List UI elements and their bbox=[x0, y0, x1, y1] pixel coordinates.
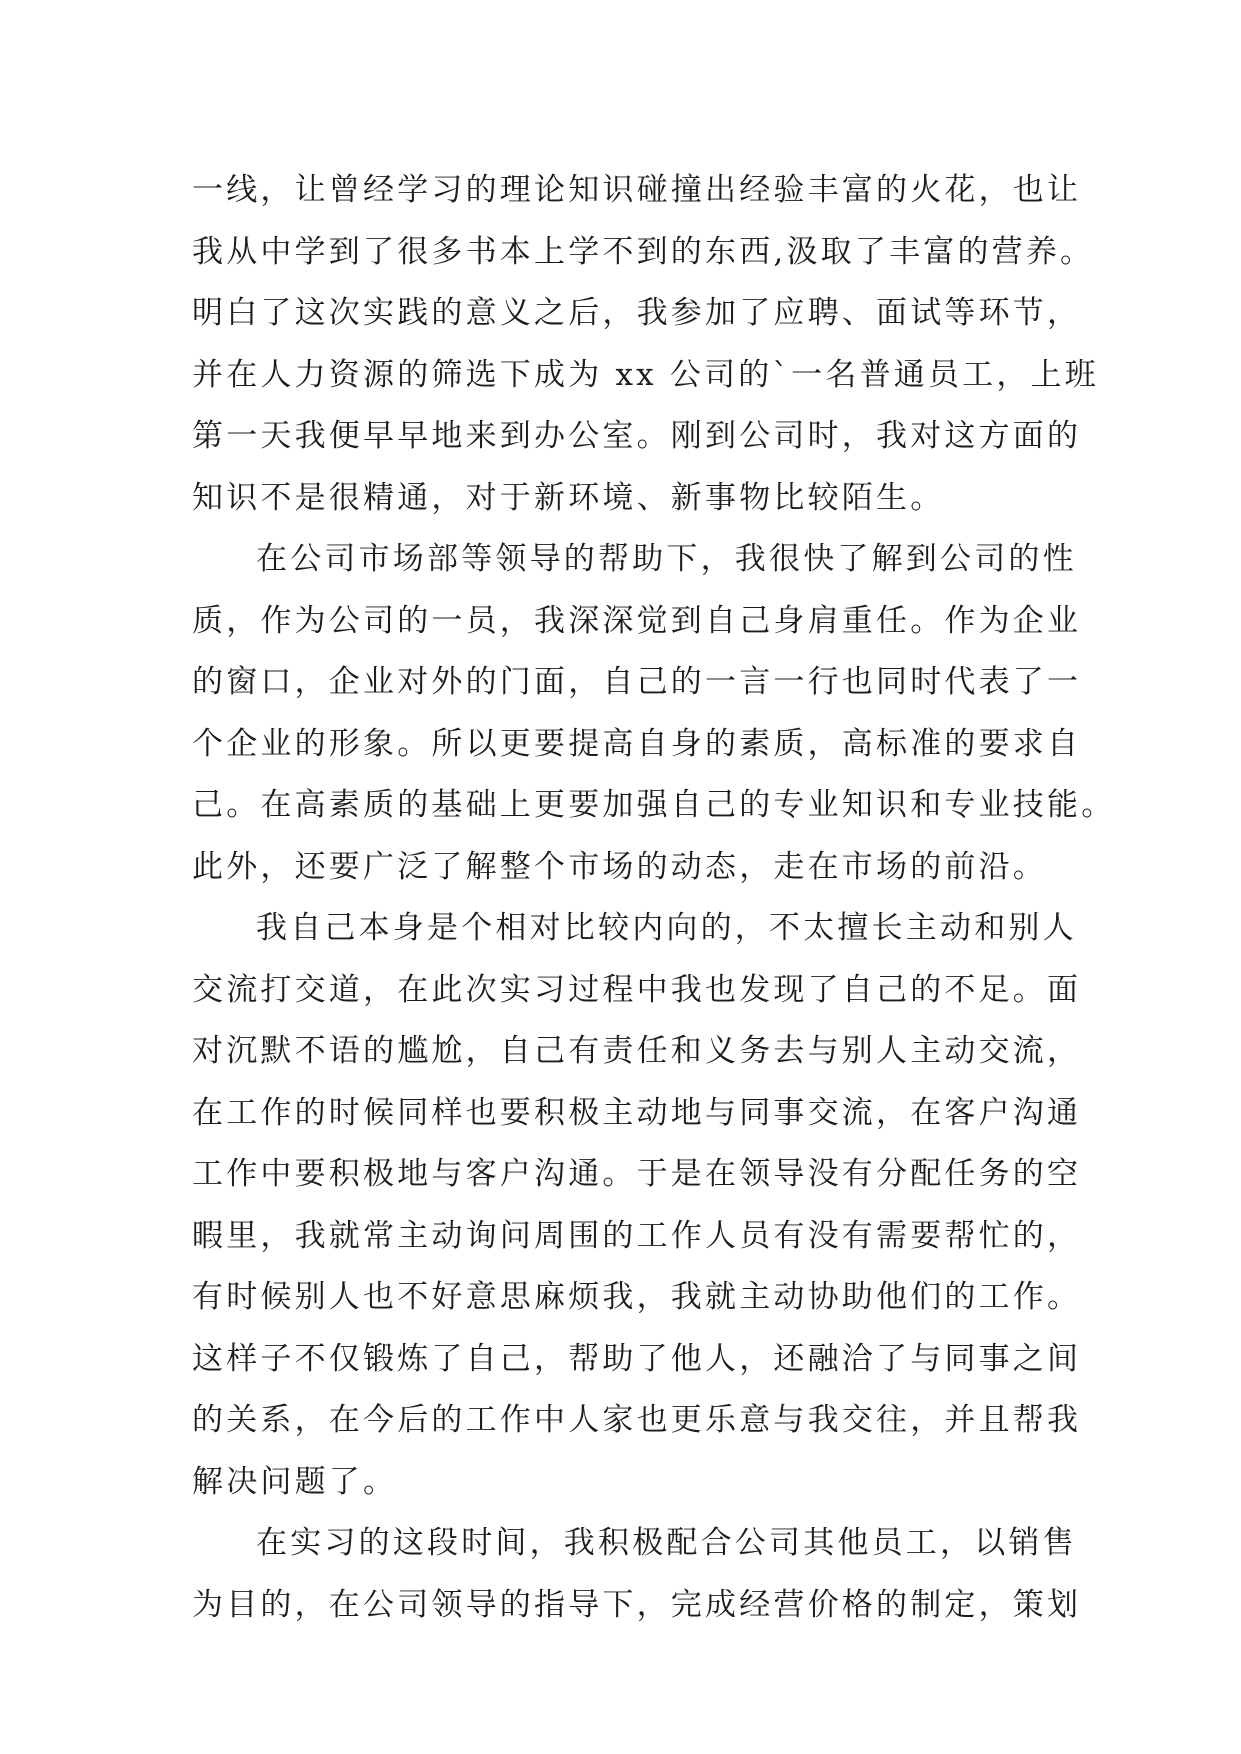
paragraph-first-line: 在公司市场部等领导的帮助下，我很快了解到公司的性 bbox=[256, 541, 1077, 577]
text-line: 我从中学到了很多书本上学不到的东西,汲取了丰富的营养。 bbox=[192, 233, 1095, 270]
text-line: 己。在高素质的基础上更要加强自己的专业知识和专业技能。 bbox=[192, 787, 1116, 823]
text-line: 质，作为公司的一员，我深深觉到自己身肩重任。作为企业 bbox=[192, 602, 1082, 639]
text-line: 知识不是很精通，对于新环境、新事物比较陌生。 bbox=[192, 479, 945, 516]
paragraph-first-line: 我自己本身是个相对比较内向的，不太擅长主动和别人 bbox=[256, 910, 1077, 946]
body-text bbox=[192, 160, 1116, 1636]
text-line: 对沉默不语的尴尬，自己有责任和义务去与别人主动交流， bbox=[192, 1033, 1082, 1069]
text-line: 交流打交道，在此次实习过程中我也发现了自己的不足。面 bbox=[192, 971, 1082, 1008]
text-line: 在工作的时候同样也要积极主动地与同事交流，在客户沟通 bbox=[192, 1094, 1082, 1131]
text-line: 有时候别人也不好意思麻烦我，我就主动协助他们的工作。 bbox=[192, 1279, 1082, 1315]
text-line: 此外，还要广泛了解整个市场的动态，走在市场的前沿。 bbox=[192, 848, 1047, 885]
text-line: 并在人力资源的筛选下成为 xx 公司的`一名普通员工，上班 bbox=[192, 356, 1099, 393]
text-line: 为目的，在公司领导的指导下，完成经营价格的制定，策划 bbox=[192, 1586, 1082, 1623]
text-line: 明白了这次实践的意义之后，我参加了应聘、面试等环节， bbox=[192, 295, 1082, 331]
text-line: 工作中要积极地与客户沟通。于是在领导没有分配任务的空 bbox=[192, 1156, 1082, 1192]
text-line: 的窗口，企业对外的门面，自己的一言一行也同时代表了一 bbox=[192, 664, 1082, 700]
text-line: 第一天我便早早地来到办公室。刚到公司时，我对这方面的 bbox=[192, 418, 1082, 454]
text-line: 这样子不仅锻炼了自己，帮助了他人，还融洽了与同事之间 bbox=[192, 1340, 1082, 1377]
text-line: 的关系，在今后的工作中人家也更乐意与我交往，并且帮我 bbox=[192, 1402, 1082, 1438]
text-line: 暇里，我就常主动询问周围的工作人员有没有需要帮忙的， bbox=[192, 1217, 1082, 1254]
text-line: 解决问题了。 bbox=[192, 1463, 398, 1500]
text-line: 个企业的形象。所以更要提高自身的素质，高标准的要求自 bbox=[192, 725, 1082, 762]
text-line: 一线，让曾经学习的理论知识碰撞出经验丰富的火花，也让 bbox=[192, 172, 1082, 208]
paragraph-first-line: 在实习的这段时间，我积极配合公司其他员工，以销售 bbox=[256, 1525, 1077, 1561]
